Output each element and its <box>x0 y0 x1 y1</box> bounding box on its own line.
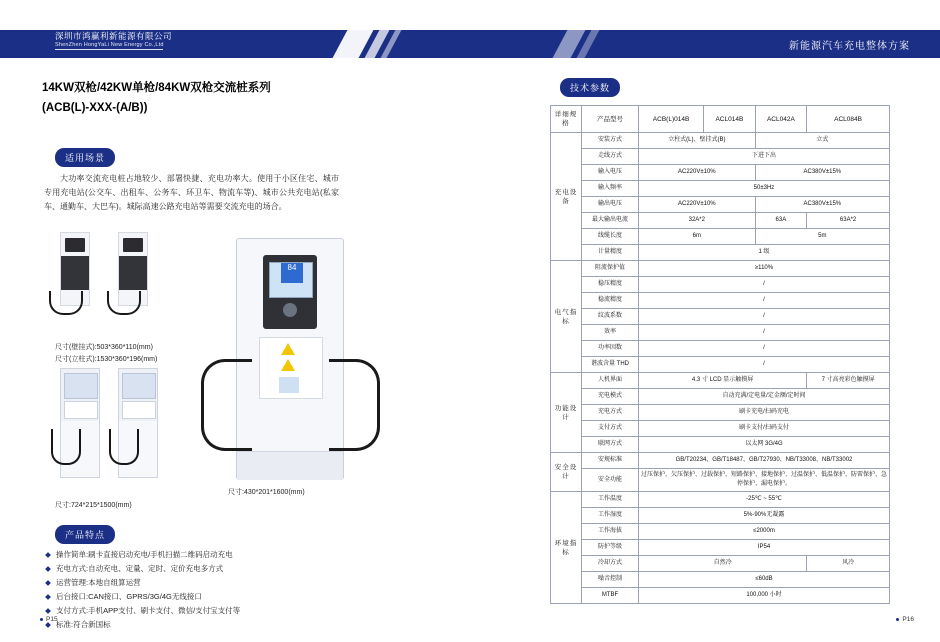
product-image-main-pile <box>236 238 344 480</box>
header-title: 新能源汽车充电整体方案 <box>789 41 910 52</box>
table-row <box>551 165 890 181</box>
charging-cable-left <box>201 359 252 451</box>
table-group-cell: 环境指标 <box>551 492 582 604</box>
table-row <box>551 149 890 165</box>
table-label-cell: MTBF <box>582 588 639 604</box>
table-label-cell: 冷却方式 <box>582 556 639 572</box>
table-row <box>551 181 890 197</box>
safety-pictogram-icon <box>279 377 299 393</box>
table-value-cell: 63A*2 <box>807 213 890 229</box>
table-label-cell: 充电模式 <box>582 389 639 405</box>
table-label-cell: 谐波含量 THD <box>582 357 639 373</box>
table-label-cell: 输入电压 <box>582 165 639 181</box>
table-row <box>551 437 890 453</box>
table-header-cell: 详细规格 <box>551 106 582 133</box>
table-label-cell: 计量精度 <box>582 245 639 261</box>
table-row <box>551 453 890 469</box>
table-label-cell: 防护等级 <box>582 540 639 556</box>
caption-main-pile: 尺寸:430*201*1600(mm) <box>228 489 305 496</box>
table-row <box>551 508 890 524</box>
table-value-cell: AC220V±10% <box>639 197 756 213</box>
table-value-cell: GB/T20234、GB/T18487、GB/T27930、NB/T33008、NB/T33002 <box>639 453 890 469</box>
table-value-cell: 立式 <box>755 133 889 149</box>
table-label-cell: 功率因数 <box>582 341 639 357</box>
list-item: 运营管理:本地自组算运营 <box>44 576 354 590</box>
table-value-cell: / <box>639 341 890 357</box>
table-label-cell: 效率 <box>582 325 639 341</box>
table-row <box>551 357 890 373</box>
footer-page-left <box>40 616 58 623</box>
table-header-cell: ACL014B <box>704 106 756 133</box>
table-label-cell: 纹波系数 <box>582 309 639 325</box>
list-item: 标准:符合新国标 <box>44 618 354 632</box>
table-value-cell: ≤60dB <box>639 572 890 588</box>
table-row <box>551 293 890 309</box>
page-title-line1: 14KW双枪/42KW单枪/84KW双枪交流桩系列 <box>42 82 271 94</box>
page-title-line2: (ACB(L)-XXX-(A/B)) <box>42 102 148 114</box>
table-label-cell: 人机界面 <box>582 373 639 389</box>
table-label-cell: 输入频率 <box>582 181 639 197</box>
table-header-cell: ACB(L)014B <box>639 106 704 133</box>
table-value-cell: IP54 <box>639 540 890 556</box>
power-badge: 84 <box>281 263 303 283</box>
list-item: 操作简单:刷卡直接启动充电/手机扫描二维码启动充电 <box>44 548 354 562</box>
charging-cable <box>49 291 83 315</box>
table-group-cell: 充电设备 <box>551 133 582 261</box>
table-header-row <box>551 106 890 133</box>
list-item: 后台接口:CAN接口、GPRS/3G/4G无线接口 <box>44 590 354 604</box>
table-header-cell: ACL084B <box>807 106 890 133</box>
table-group-cell: 安全设计 <box>551 453 582 492</box>
floor-unit-panel <box>64 401 98 419</box>
list-item: 充电方式:自动充电、定量、定时、定价充电多方式 <box>44 562 354 576</box>
table-value-cell: 6m <box>639 229 756 245</box>
table-value-cell: 5m <box>755 229 889 245</box>
table-value-cell: 刷卡充电/扫码充电 <box>639 405 890 421</box>
table-value-cell: 立柱式(L)、壁挂式(B) <box>639 133 756 149</box>
table-row <box>551 229 890 245</box>
charging-cable <box>51 429 81 465</box>
table-value-cell: / <box>639 357 890 373</box>
table-value-cell: 自动充满/定电量/定金额/定时间 <box>639 389 890 405</box>
table-label-cell: 工作温度 <box>582 492 639 508</box>
table-row <box>551 492 890 508</box>
table-value-cell: 100,000 小时 <box>639 588 890 604</box>
page-number-left: P15 <box>46 616 58 623</box>
table-label-cell: 安全功能 <box>582 469 639 492</box>
table-row <box>551 540 890 556</box>
table-value-cell: / <box>639 277 890 293</box>
section-tag-parameters: 技术参数 <box>560 78 620 97</box>
table-value-cell: AC380V±15% <box>755 165 889 181</box>
table-label-cell: 充电方式 <box>582 405 639 421</box>
feature-list <box>44 548 354 632</box>
table-value-cell: 5%-90%无凝露 <box>639 508 890 524</box>
product-image-wallbox-b <box>118 232 148 306</box>
section-tag-features: 产品特点 <box>55 525 115 544</box>
charging-cable-right <box>329 359 380 451</box>
spec-table <box>550 105 890 604</box>
table-row <box>551 373 890 389</box>
table-label-cell: 输出电压 <box>582 197 639 213</box>
section-tag-scene: 适用场景 <box>55 148 115 167</box>
list-item: 支付方式:手机APP支付、刷卡支付、微信/支付宝支付等 <box>44 604 354 618</box>
table-value-cell: / <box>639 309 890 325</box>
table-row <box>551 245 890 261</box>
table-row <box>551 588 890 604</box>
table-row <box>551 309 890 325</box>
table-label-cell: 走线方式 <box>582 149 639 165</box>
page-title <box>42 78 342 118</box>
table-label-cell: 稳压精度 <box>582 277 639 293</box>
company-name-cn: 深圳市鸿赢利新能源有限公司 <box>55 31 173 41</box>
table-row <box>551 197 890 213</box>
table-row <box>551 325 890 341</box>
footer-page-right <box>896 616 914 623</box>
table-row <box>551 261 890 277</box>
table-label-cell: 工作湿度 <box>582 508 639 524</box>
table-row <box>551 405 890 421</box>
table-row <box>551 341 890 357</box>
table-row <box>551 524 890 540</box>
table-value-cell: 32A*2 <box>639 213 756 229</box>
table-value-cell: 7 寸高亮彩色触摸屏 <box>807 373 890 389</box>
bullet-icon <box>896 618 899 621</box>
wallbox-screen <box>123 238 143 252</box>
table-row <box>551 556 890 572</box>
header-divider <box>55 49 163 50</box>
rfid-reader-icon <box>283 303 297 317</box>
scene-description: 大功率交流充电桩占地较少、部署快捷、充电功率大。使用于小区住宅、城市专用充电站(公交车、出租车、公务车、环卫车、物流车等)、城市公共充电站(私家车、通勤车、大巴车)。城际高速公路充电站等需要交流充电的场合。 <box>44 174 339 211</box>
table-value-cell: 风冷 <box>807 556 890 572</box>
bullet-icon <box>40 618 43 621</box>
table-value-cell: 刷卡支付/扫码支付 <box>639 421 890 437</box>
table-value-cell: 以太网 3G/4G <box>639 437 890 453</box>
pile-base <box>237 451 343 480</box>
table-label-cell: 支付方式 <box>582 421 639 437</box>
wallbox-body <box>119 256 147 290</box>
table-header-cell: 产品型号 <box>582 106 639 133</box>
table-value-cell: AC220V±10% <box>639 165 756 181</box>
warning-triangle-icon <box>281 359 295 371</box>
caption-pole: 尺寸(立柱式):1530*360*196(mm) <box>55 356 158 363</box>
table-label-cell: 线缆长度 <box>582 229 639 245</box>
table-value-cell: 63A <box>755 213 807 229</box>
floor-unit-screen <box>64 373 98 399</box>
page-header <box>0 30 940 58</box>
page-number-right: P16 <box>902 616 914 623</box>
table-value-cell: AC380V±15% <box>755 197 889 213</box>
table-value-cell: ≤2000m <box>639 524 890 540</box>
table-row <box>551 389 890 405</box>
table-label-cell: 稳流精度 <box>582 293 639 309</box>
charging-cable <box>109 429 139 465</box>
table-row <box>551 133 890 149</box>
floor-unit-screen <box>122 373 156 399</box>
table-row <box>551 469 890 492</box>
table-value-cell: / <box>639 325 890 341</box>
table-label-cell: 最大输出电流 <box>582 213 639 229</box>
table-label-cell: 工作海拔 <box>582 524 639 540</box>
table-value-cell: 下进下出 <box>639 149 890 165</box>
charging-cable <box>107 291 141 315</box>
table-row <box>551 572 890 588</box>
product-image-floor-a <box>60 368 100 478</box>
table-label-cell: 安装方式 <box>582 133 639 149</box>
table-label-cell: 安规标准 <box>582 453 639 469</box>
table-label-cell: 联网方式 <box>582 437 639 453</box>
caption-floor: 尺寸:724*215*1500(mm) <box>55 502 132 509</box>
product-image-wallbox-a <box>60 232 90 306</box>
table-row <box>551 213 890 229</box>
table-value-cell: -25℃ ~ 55℃ <box>639 492 890 508</box>
table-value-cell: 50±3Hz <box>639 181 890 197</box>
caption-wall: 尺寸(壁挂式):503*360*110(mm) <box>55 344 153 351</box>
product-image-floor-b <box>118 368 158 478</box>
table-value-cell: 自然冷 <box>639 556 807 572</box>
table-label-cell: 噪音控制 <box>582 572 639 588</box>
company-name-en: ShenZhen HongYaLi New Energy Co.,Ltd <box>55 41 164 48</box>
table-label-cell: 阻流保护值 <box>582 261 639 277</box>
table-header-cell: ACL042A <box>755 106 807 133</box>
table-value-cell: 过压保护、欠压保护、过载保护、短路保护、接地保护、过温保护、低温保护、防雷保护、急停保护、漏电保护。 <box>639 469 890 492</box>
table-value-cell: ≥110% <box>639 261 890 277</box>
table-row <box>551 421 890 437</box>
warning-triangle-icon <box>281 343 295 355</box>
company-identity <box>55 32 172 48</box>
table-value-cell: 1 级 <box>639 245 890 261</box>
table-group-cell: 电气指标 <box>551 261 582 373</box>
wallbox-body <box>61 256 89 290</box>
table-value-cell: 4.3 寸 LCD 显示触摸屏 <box>639 373 807 389</box>
table-value-cell: / <box>639 293 890 309</box>
table-row <box>551 277 890 293</box>
table-group-cell: 功能设计 <box>551 373 582 453</box>
floor-unit-panel <box>122 401 156 419</box>
wallbox-screen <box>65 238 85 252</box>
